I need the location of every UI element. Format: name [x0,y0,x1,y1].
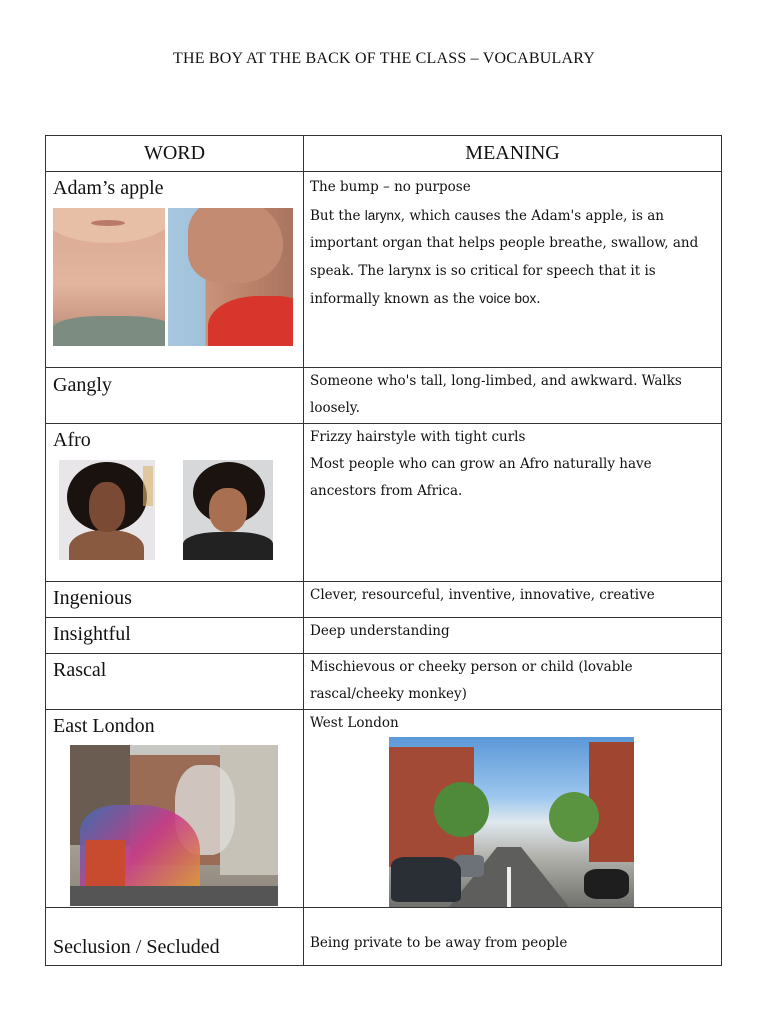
table-header-row [46,136,722,172]
meaning-cell [304,654,722,710]
neck-photo-2 [168,208,293,346]
meaning-rascal: Mischievous or cheeky person or child (lovable rascal/cheeky monkey) [310,659,633,702]
table-row [46,368,722,424]
vocabulary-table [45,135,722,966]
meaning-afro-2: Most people who can grow an Afro naturally have ancestors from Africa. [310,456,652,499]
word-cell [46,582,304,618]
table-row [46,710,722,908]
meaning-cell [304,710,722,908]
meaning-ingenious: Clever, resourceful, inventive, innovative, creative [310,587,655,603]
table-row [46,908,722,966]
afro-photo-2 [183,460,273,560]
word-cell [46,368,304,424]
header-word: WORD [46,136,304,172]
table-row [46,424,722,582]
table-row [46,618,722,654]
meaning-insightful: Deep understanding [310,623,450,639]
meaning-adams-apple-1: The bump – no purpose [310,179,471,195]
word-cell [46,710,304,908]
word-east-london: East London [53,715,155,737]
word-afro: Afro [53,429,91,451]
east-london-photo [70,745,278,906]
neck-photo-1 [53,208,165,346]
word-ingenious: Ingenious [53,587,132,609]
meaning-cell [304,424,722,582]
table-row [46,172,722,368]
word-insightful: Insightful [53,623,131,645]
table-row [46,582,722,618]
meaning-seclusion: Being private to be away from people [310,935,568,951]
voice-box-term: voice box [479,291,537,306]
west-london-photo [389,737,634,907]
header-meaning: MEANING [304,136,722,172]
meaning-cell [304,618,722,654]
word-cell [46,618,304,654]
meaning-cell [304,368,722,424]
document-title: THE BOY AT THE BACK OF THE CLASS – VOCABULARY [173,50,595,67]
meaning-gangly: Someone who's tall, long-limbed, and awkward. Walks loosely. [310,373,682,416]
meaning-afro-1: Frizzy hairstyle with tight curls [310,429,526,445]
word-cell [46,424,304,582]
meaning-cell [304,908,722,966]
word-adams-apple: Adam’s apple [53,177,164,199]
word-rascal: Rascal [53,659,107,681]
table-row [46,654,722,710]
word-cell [46,172,304,368]
word-cell [46,654,304,710]
meaning-west-london: West London [310,715,399,731]
afro-photo-1 [59,460,155,560]
word-gangly: Gangly [53,374,112,396]
meaning-cell: The bump – no purpose But the larynx, which causes the Adam's apple, is an important organ that helps people breathe, swallow, and speak. The larynx is so critical for speech that it is informally known as the voice box. [304,172,722,368]
larynx-term: larynx [364,207,401,223]
word-cell [46,908,304,966]
meaning-cell [304,582,722,618]
word-seclusion: Seclusion / Secluded [53,936,220,958]
